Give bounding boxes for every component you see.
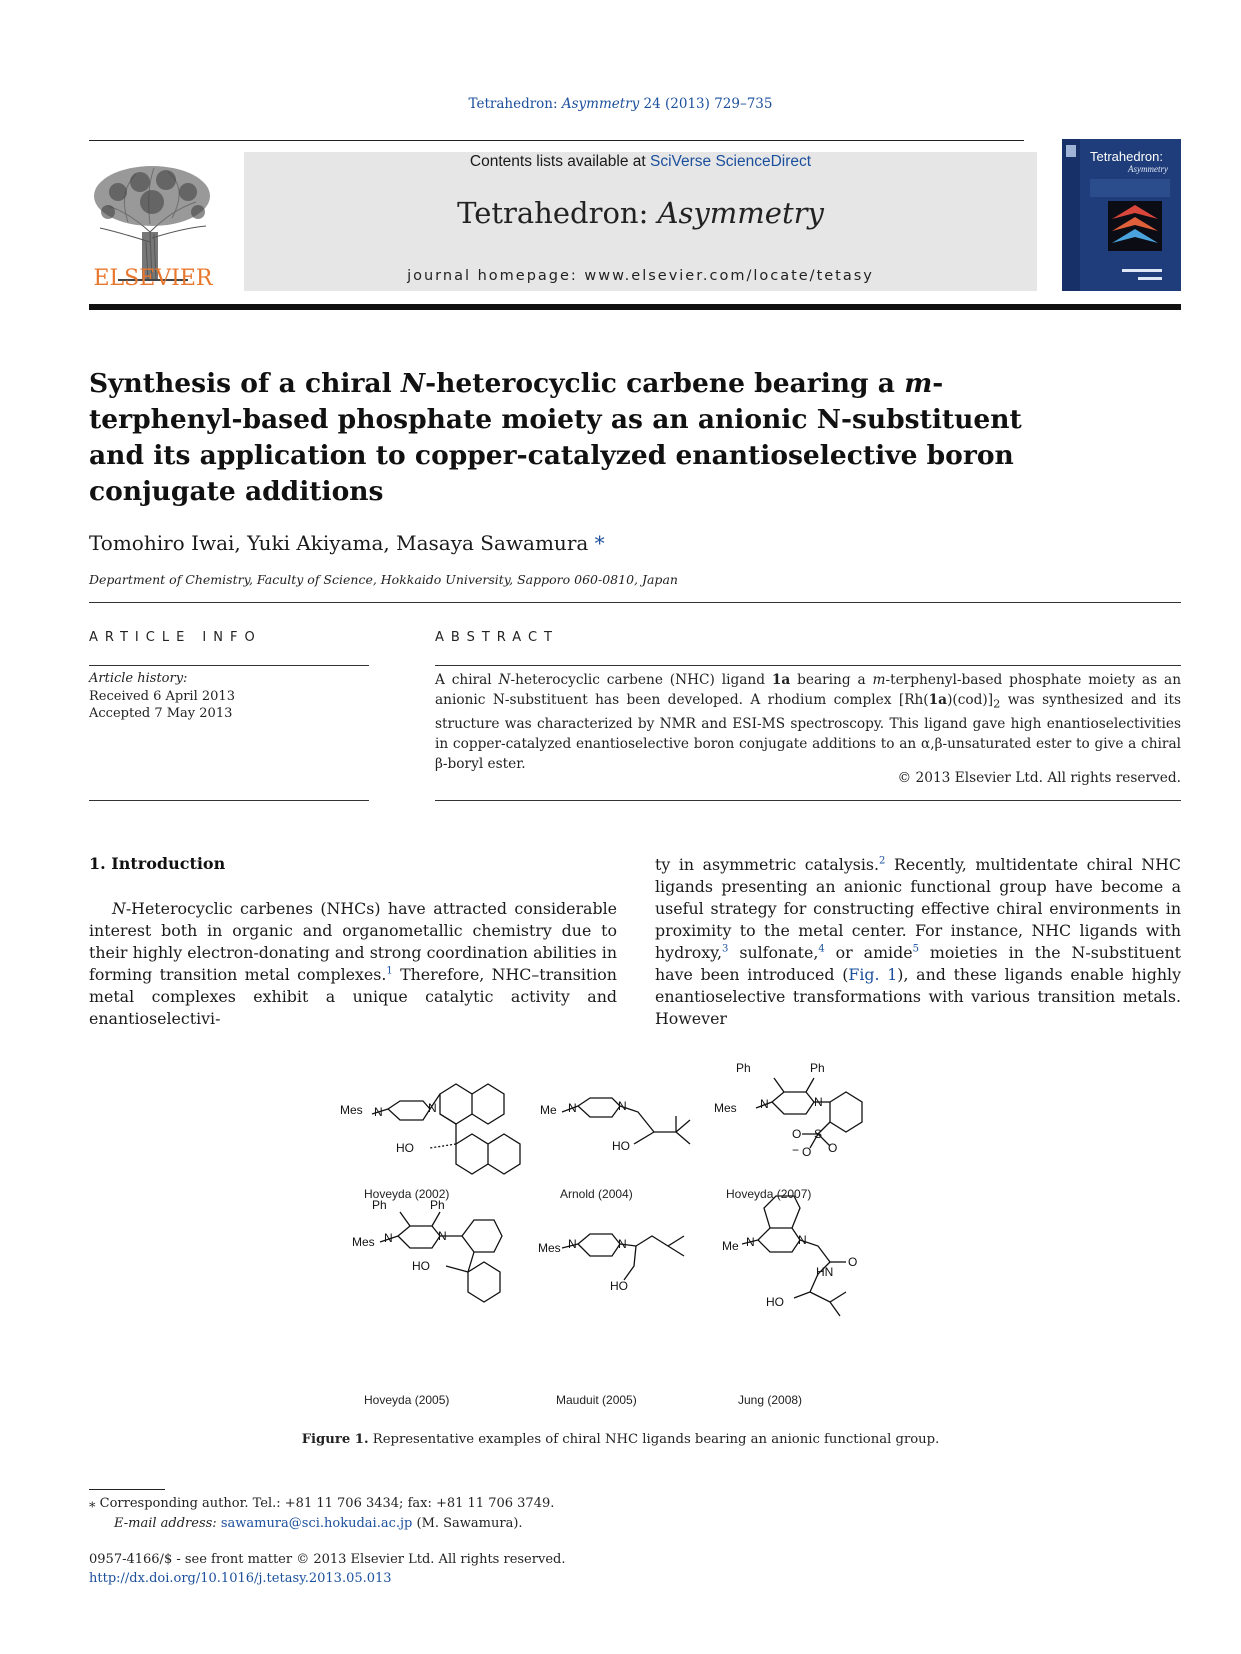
label-mes: Mes — [340, 1103, 363, 1117]
title-part-2: -heterocyclic carbene bearing a — [425, 368, 905, 399]
header-rule — [89, 140, 1024, 141]
cover-title: Tetrahedron: — [1090, 149, 1163, 164]
reference-4-link[interactable]: 4 — [818, 943, 825, 955]
footnote-rule — [89, 1489, 165, 1490]
contents-prefix: Contents lists available at — [469, 153, 650, 170]
label-ho: HO — [610, 1279, 628, 1293]
label-n: N — [746, 1235, 755, 1249]
intro-seg: ), and these ligands enable highly enantioselective transformations with various transition metals. However — [655, 965, 1182, 1028]
affiliation: Department of Chemistry, Faculty of Science, Hokkaido University, Sapporo 060-0810, Japan — [89, 572, 678, 587]
figure-1-caption — [0, 1432, 1241, 1447]
title-italic-m: m — [904, 368, 933, 399]
article-info-heading: ARTICLE INFO — [89, 630, 262, 645]
intro-left-column — [89, 898, 617, 1030]
abstract-rule — [435, 665, 1181, 666]
label-hn: HN — [816, 1265, 834, 1279]
structure-hoveyda-2007 — [756, 1078, 862, 1148]
received-date: Received 6 April 2013 — [89, 688, 235, 704]
compound-1a: 1a — [771, 672, 791, 688]
footnote-corresponding — [89, 1494, 554, 1534]
label-n: N — [760, 1097, 769, 1111]
corresponding-author-mark[interactable]: * — [594, 531, 605, 555]
article-info-rule — [89, 665, 369, 666]
label-me: Me — [540, 1103, 557, 1117]
article-history — [89, 670, 235, 723]
label-n: N — [618, 1099, 627, 1113]
subscript-2: 2 — [993, 696, 1001, 711]
email-label: E-mail address: — [114, 1516, 221, 1531]
label-n: N — [374, 1105, 383, 1119]
label-n: N — [428, 1101, 437, 1115]
abstract-italic-m: m — [872, 672, 886, 688]
citation-prefix: Tetrahedron: — [468, 96, 562, 112]
journal-name-plain: Tetrahedron: — [457, 196, 658, 230]
label-n: N — [438, 1229, 447, 1243]
label-n: N — [384, 1231, 393, 1245]
corresponding-author-note: Corresponding author. Tel.: +81 11 706 3434; fax: +81 11 706 3749. — [95, 1496, 555, 1511]
doi-link[interactable]: http://dx.doi.org/10.1016/j.tetasy.2013.05.013 — [89, 1570, 392, 1586]
caption-label: Figure 1. — [301, 1432, 369, 1447]
accepted-date: Accepted 7 May 2013 — [89, 706, 233, 721]
label-o: O — [848, 1255, 858, 1269]
intro-seg: -Heterocyclic carbenes (NHCs) have attracted considerable interest both in organic and organometallic chemistry due to their highly electron-donating and strong coordination abilities in forming transition metal complexes. — [89, 899, 617, 984]
label-mes: Mes — [538, 1241, 561, 1255]
author-list — [89, 531, 605, 555]
affiliation-rule — [89, 602, 1181, 603]
figure-1-link[interactable]: Fig. 1 — [848, 965, 898, 984]
label-minus: − — [792, 1143, 800, 1157]
publisher-name: ELSEVIER — [93, 266, 213, 291]
cover-subtitle: Asymmetry — [1128, 164, 1168, 174]
structure-hoveyda-2002 — [372, 1084, 520, 1174]
intro-seg: Therefore, NHC–transition metal complexes exhibit a unique catalytic activity and enantioselectivi- — [89, 965, 617, 1028]
label-n: N — [568, 1237, 577, 1251]
section-heading-introduction: 1. Introduction — [89, 854, 226, 873]
label-ph: Ph — [372, 1198, 387, 1212]
label-n: N — [618, 1237, 627, 1251]
reference-1-link[interactable]: 1 — [386, 965, 393, 977]
reference-2-link[interactable]: 2 — [879, 855, 886, 867]
label-n: N — [814, 1095, 823, 1109]
label-ph: Ph — [736, 1061, 751, 1075]
intro-italic-n: N — [112, 899, 126, 918]
intro-seg: Recently, multidentate chiral NHC ligands presenting an anionic functional group have become a useful strategy for constructing effective chiral environments in proximity to the metal center. For instance, NHC ligands with hydroxy, — [655, 855, 1181, 962]
label-ph: Ph — [810, 1061, 825, 1075]
author-email-link[interactable]: sawamura@sci.hokudai.ac.jp — [220, 1516, 413, 1531]
intro-seg: ty in asymmetric catalysis. — [655, 855, 880, 874]
label-s: S — [814, 1127, 823, 1141]
abstract-seg: -heterocyclic carbene (NHC) ligand — [510, 672, 772, 688]
label-mes: Mes — [352, 1235, 375, 1249]
abstract-seg: )(cod)] — [947, 692, 994, 708]
label-mes: Mes — [714, 1101, 737, 1115]
journal-name — [244, 196, 1037, 230]
label-ho: HO — [412, 1259, 430, 1273]
label-ho: HO — [396, 1141, 414, 1155]
structure-label: Hoveyda (2002) — [364, 1187, 450, 1201]
compound-1a: 1a — [928, 692, 948, 708]
sciencedirect-link[interactable]: SciVerse ScienceDirect — [649, 153, 812, 170]
intro-seg: moieties in the N-substituent have been introduced ( — [655, 943, 1181, 984]
structure-label: Arnold (2004) — [560, 1187, 633, 1201]
intro-seg: sulfonate, — [728, 943, 819, 962]
reference-3-link[interactable]: 3 — [722, 943, 729, 955]
journal-header-box — [244, 152, 1037, 291]
abstract-body — [435, 670, 1181, 774]
citation-journal: Asymmetry — [561, 96, 640, 112]
front-matter — [89, 1551, 565, 1588]
label-ph: Ph — [430, 1198, 445, 1212]
structure-hoveyda-2005 — [380, 1212, 502, 1302]
figure-1-structures — [340, 1040, 940, 1420]
authors-names: Tomohiro Iwai, Yuki Akiyama, Masaya Sawamura — [89, 531, 589, 555]
abstract-seg: A chiral — [435, 672, 499, 688]
structure-label: Hoveyda (2005) — [364, 1393, 450, 1407]
abstract-copyright: © 2013 Elsevier Ltd. All rights reserved. — [897, 770, 1181, 786]
abstract-heading: ABSTRACT — [435, 630, 559, 645]
label-me: Me — [722, 1239, 739, 1253]
structure-label: Jung (2008) — [738, 1393, 803, 1407]
email-suffix: (M. Sawamura). — [412, 1516, 523, 1531]
abstract-rule-bottom — [435, 800, 1181, 801]
history-label: Article history: — [89, 671, 188, 686]
citation-suffix: 24 (2013) 729–735 — [639, 96, 773, 112]
header-divider — [89, 304, 1181, 310]
caption-text: Representative examples of chiral NHC ligands bearing an anionic functional group. — [368, 1432, 940, 1447]
title-italic-n: N — [400, 368, 426, 399]
title-part-3: -terphenyl-based phosphate moiety as an anionic N-substituent and its application to copper-catalyzed enantioselective boron conjugate additions — [89, 368, 1022, 507]
article-info-rule-bottom — [89, 800, 369, 801]
intro-right-column — [655, 854, 1181, 1030]
label-o: O — [802, 1145, 812, 1159]
label-n: N — [568, 1101, 577, 1115]
abstract-seg: -terphenyl-based phosphate moiety as an anionic N-substituent has been developed. A rhodium complex [Rh( — [435, 672, 1182, 708]
structure-jung-2008 — [742, 1196, 846, 1316]
abstract-seg: was synthesized and its structure was characterized by NMR and ESI-MS spectroscopy. This ligand gave high enantioselectivities in copper-catalyzed enantioselective boron conjugate additions to an α,β-unsaturated ester to give a chiral β-boryl ester. — [435, 692, 1181, 772]
article-title — [89, 366, 1049, 510]
issn-copyright: 0957-4166/$ - see front matter © 2013 Elsevier Ltd. All rights reserved. — [89, 1552, 566, 1567]
contents-line — [244, 153, 1037, 171]
structure-label: Hoveyda (2007) — [726, 1187, 812, 1201]
reference-5-link[interactable]: 5 — [912, 943, 919, 955]
structure-label: Mauduit (2005) — [556, 1393, 637, 1407]
label-o: O — [792, 1127, 802, 1141]
journal-homepage[interactable]: journal homepage: www.elsevier.com/locate/tetasy — [407, 268, 874, 284]
label-ho: HO — [612, 1139, 630, 1153]
title-part-1: Synthesis of a chiral — [89, 368, 401, 399]
abstract-italic-n: N — [498, 672, 511, 688]
footnote-mark: ⁎ — [89, 1496, 96, 1511]
abstract-seg: bearing a — [790, 672, 873, 688]
intro-seg: or amide — [824, 943, 913, 962]
label-o: O — [828, 1141, 838, 1155]
label-ho: HO — [766, 1295, 784, 1309]
journal-citation[interactable] — [0, 96, 1241, 112]
journal-name-italic: Asymmetry — [657, 196, 824, 230]
journal-cover-image — [1062, 139, 1181, 291]
label-n: N — [798, 1233, 807, 1247]
